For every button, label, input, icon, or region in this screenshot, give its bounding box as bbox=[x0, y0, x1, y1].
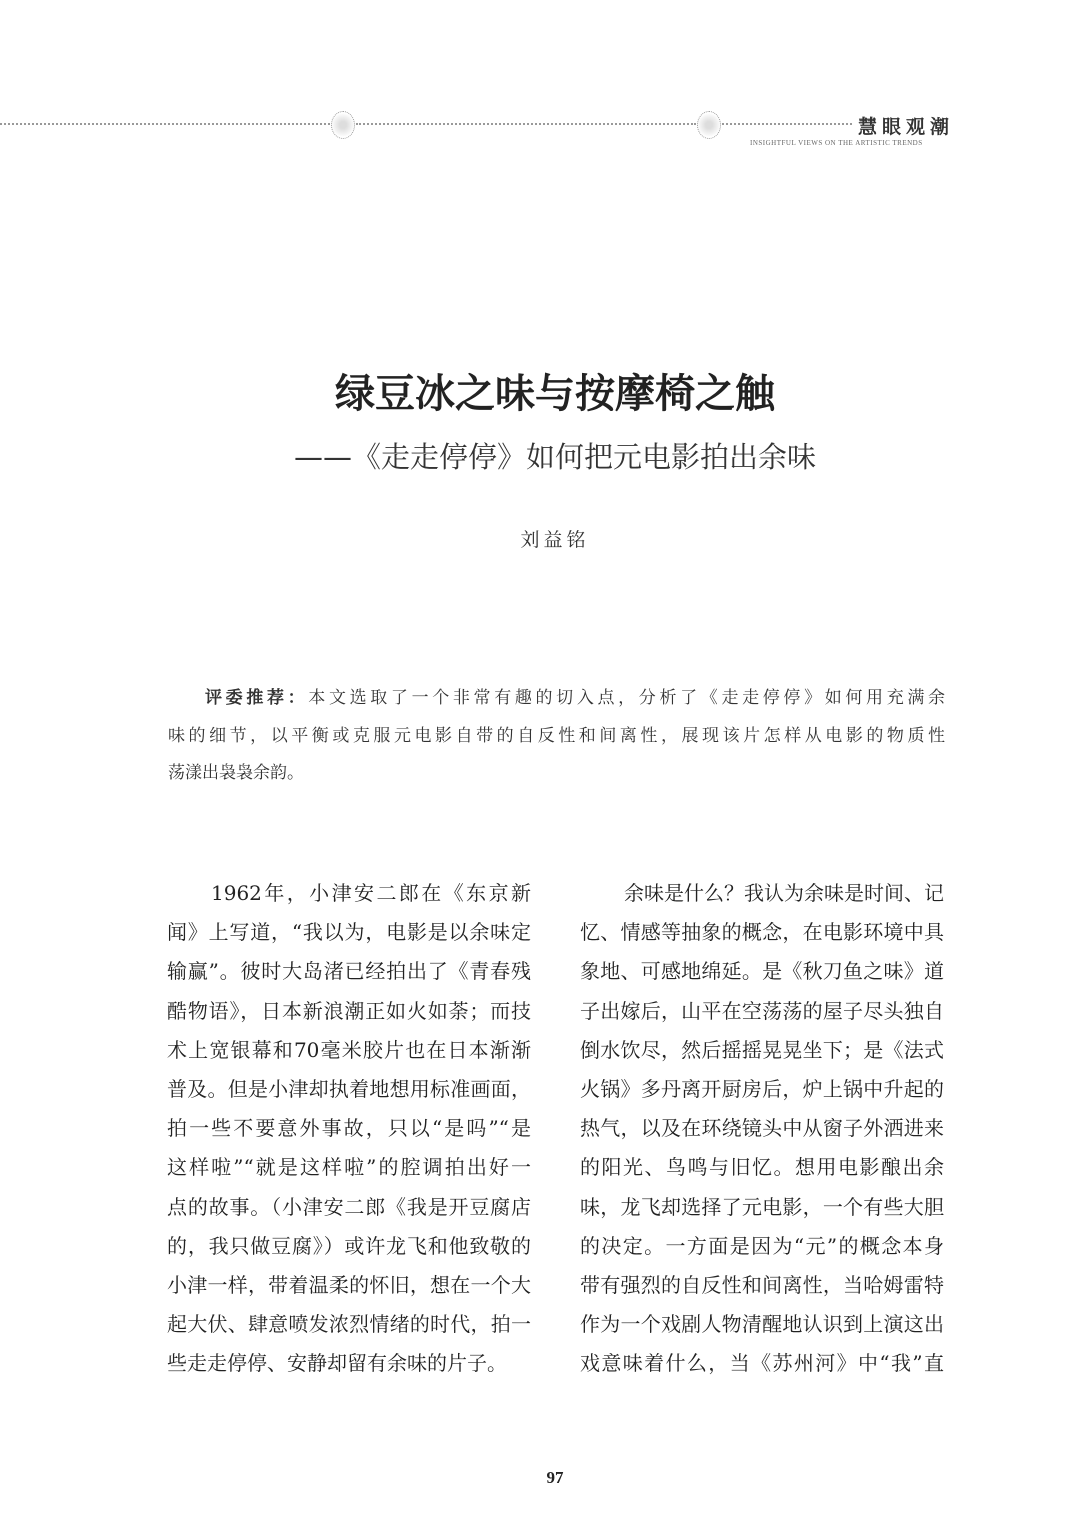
header-dotted-rule bbox=[0, 123, 330, 125]
body-text-line: 带有强烈的自反性和间离性，当哈姆雷特 bbox=[580, 1272, 944, 1297]
body-text-line: 作为一个戏剧人物清醒地认识到上演这出 bbox=[580, 1312, 944, 1337]
page-number: 97 bbox=[546, 1468, 564, 1487]
header-dotted-rule bbox=[722, 123, 852, 125]
article-subtitle: ——《走走停停》如何把元电影拍出余味 bbox=[293, 440, 816, 474]
body-text-line: 的，我只做豆腐》）或许龙飞和他致敬的 bbox=[167, 1233, 531, 1258]
body-text-line: 起大伏、肆意喷发浓烈情绪的时代，拍一 bbox=[167, 1312, 531, 1337]
body-text-line: 味，龙飞却选择了元电影，一个有些大胆 bbox=[580, 1194, 944, 1219]
body-text-line: 酷物语》，日本新浪潮正如火如荼；而技 bbox=[167, 998, 531, 1023]
section-subtitle: INSIGHTFUL VIEWS ON THE ARTISTIC TRENDS bbox=[750, 139, 923, 147]
body-text-line: 倒水饮尽，然后摇摇晃晃坐下；是《法式 bbox=[580, 1037, 944, 1062]
header-dotted-rule bbox=[356, 123, 696, 125]
recommendation-label: 评委推荐： bbox=[205, 688, 309, 708]
body-text-line: 闻》上写道，“我以为，电影是以余味定 bbox=[167, 920, 531, 945]
ornament-icon bbox=[697, 111, 721, 139]
body-right-column bbox=[580, 874, 944, 1383]
body-text-line: 忆、情感等抽象的概念，在电影环境中具 bbox=[580, 920, 944, 945]
article-author: 刘益铭 bbox=[520, 529, 590, 551]
article-title: 绿豆冰之味与按摩椅之触 bbox=[335, 370, 775, 417]
body-text-line: 点的故事。（小津安二郎《我是开豆腐店 bbox=[167, 1194, 531, 1219]
section-title: 慧眼观潮 bbox=[858, 116, 955, 138]
body-text-line: 这样啦”“就是这样啦”的腔调拍出好一 bbox=[167, 1155, 531, 1180]
body-text-line: 输赢”。彼时大岛渚已经拍出了《青春残 bbox=[167, 959, 531, 984]
body-text-line: 术上宽银幕和70毫米胶片也在日本渐渐 bbox=[167, 1037, 531, 1062]
body-text-line: 的决定。一方面是因为“元”的概念本身 bbox=[580, 1233, 944, 1258]
recommendation-line: 荡漾出袅袅余韵。 bbox=[168, 763, 304, 783]
body-text-line: 些走走停停、安静却留有余味的片子。 bbox=[167, 1351, 507, 1376]
body-text-line: 子出嫁后，山平在空荡荡的屋子尽头独自 bbox=[580, 998, 944, 1023]
recommendation-line: 评委推荐：本文选取了一个非常有趣的切入点，分析了《走走停停》如何用充满余 bbox=[205, 688, 946, 708]
body-text-line: 余味是什么？我认为余味是时间、记 bbox=[624, 881, 944, 905]
body-text-line: 的阳光、鸟鸣与旧忆。想用电影酿出余 bbox=[580, 1155, 944, 1180]
body-text-line: 普及。但是小津却执着地想用标准画面， bbox=[167, 1076, 531, 1101]
body-text-line: 戏意味着什么，当《苏州河》中“我”直 bbox=[580, 1351, 944, 1376]
body-text-line: 拍一些不要意外事故，只以“是吗”“是 bbox=[167, 1116, 531, 1141]
ornament-icon bbox=[331, 111, 355, 139]
body-text-line: 小津一样，带着温柔的怀旧，想在一个大 bbox=[167, 1272, 531, 1297]
body-text-line: 热气，以及在环绕镜头中从窗子外洒进来 bbox=[580, 1116, 944, 1141]
judges-recommendation bbox=[168, 680, 945, 793]
body-text-line: 火锅》多丹离开厨房后，炉上锅中升起的 bbox=[580, 1076, 944, 1101]
body-text-line: 1962年，小津安二郎在《东京新 bbox=[211, 881, 531, 905]
recommendation-line: 味的细节，以平衡或克服元电影自带的自反性和间离性，展现该片怎样从电影的物质性 bbox=[168, 725, 945, 746]
body-text-line: 象地、可感地绵延。是《秋刀鱼之味》道 bbox=[580, 959, 944, 984]
body-left-column bbox=[167, 874, 531, 1383]
